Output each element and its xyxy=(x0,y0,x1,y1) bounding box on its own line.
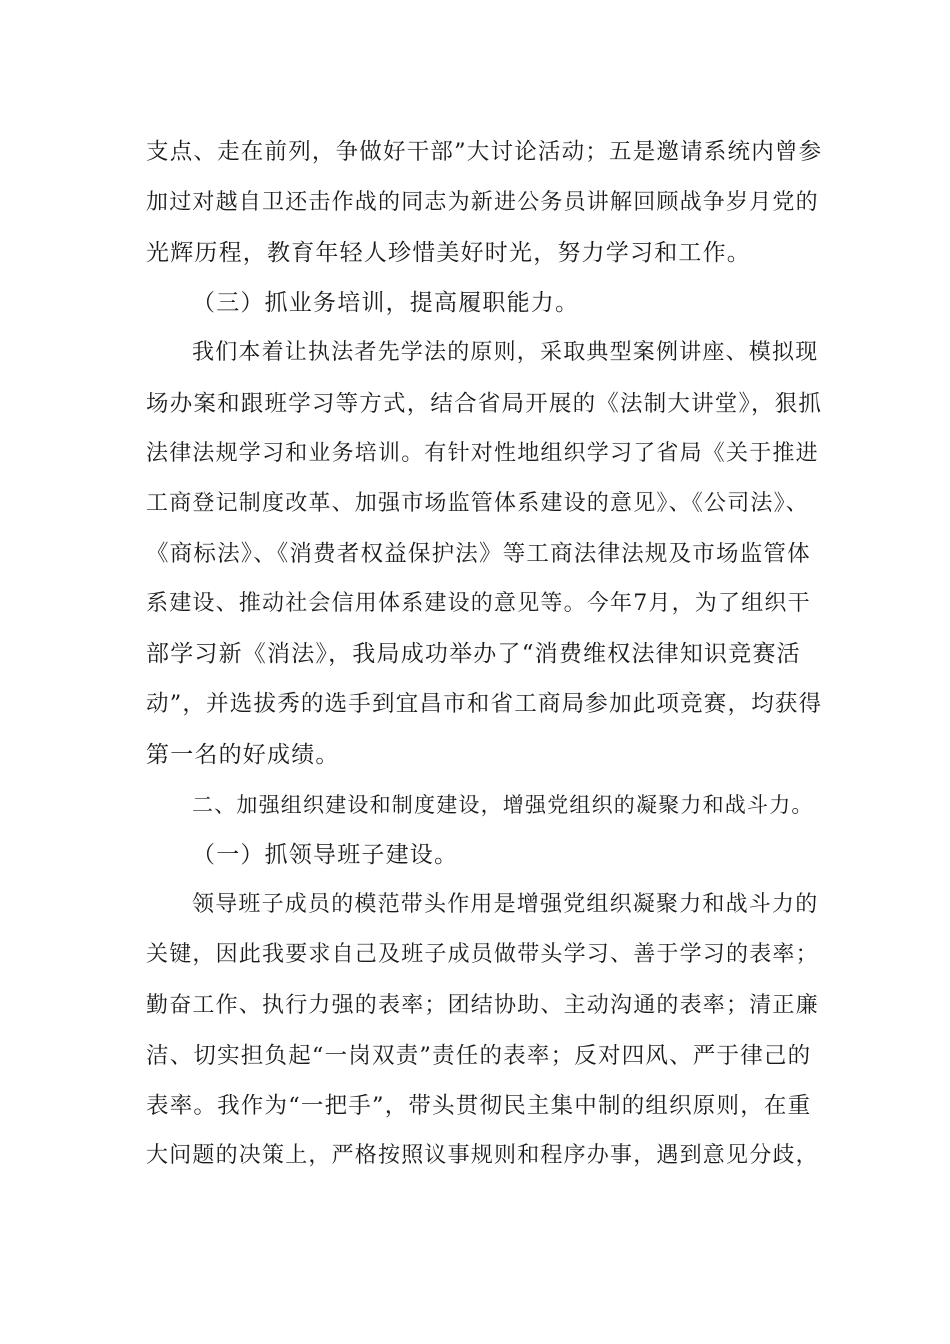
body-text-line: 我们本着让执法者先学法的原则，采取典型案例讲座、模拟现 xyxy=(192,340,819,365)
body-text-line: 法律法规学习和业务培训。有针对性地组织学习了省局《关于推进 xyxy=(146,441,819,466)
body-text-line: 领导班子成员的模范带头作用是增强党组织凝聚力和战斗力的 xyxy=(192,892,819,917)
body-text-line: 光辉历程，教育年轻人珍惜美好时光，努力学习和工作。 xyxy=(146,240,751,266)
body-text-line: 洁、切实担负起“一岗双责”责任的表率；反对四风、严于律己的 xyxy=(146,1043,812,1069)
body-text-line: 支点、走在前列，争做好干部”大讨论活动；五是邀请系统内曾参 xyxy=(146,139,823,165)
body-text-line: 加过对越自卫还击作战的同志为新进公务员讲解回顾战争岁月党的 xyxy=(146,190,819,215)
section-heading: 二、加强组织建设和制度建设，增强党组织的凝聚力和战斗力。 xyxy=(192,793,814,817)
subsection-heading: （一）抓领导班子建设。 xyxy=(192,842,459,868)
body-text-line: 场办案和跟班学习等方式，结合省局开展的《法制大讲堂》，狠抓 xyxy=(146,391,823,417)
body-text-line: 工商登记制度改革、加强市场监管体系建设的意见》、《公司法》、 xyxy=(146,491,810,516)
body-text-line: 动”，并选拔秀的选手到宜昌市和省工商局参加此项竞赛，均获得 xyxy=(146,691,823,717)
subsection-heading: （三）抓业务培训，提高履职能力。 xyxy=(192,290,580,316)
body-text-line: 系建设、推动社会信用体系建设的意见等。今年7月，为了组织干 xyxy=(146,591,811,616)
body-text-line: 部学习新《消法》，我局成功举办了“消费维权法律知识竞赛活 xyxy=(146,641,801,667)
body-text-line: 大问题的决策上，严格按照议事规则和程序办事，遇到意见分歧， xyxy=(146,1143,819,1168)
body-text-line: 关键，因此我要求自己及班子成员做带头学习、善于学习的表率； xyxy=(146,942,819,967)
body-text-line: 第一名的好成绩。 xyxy=(146,742,340,768)
body-text-line: 表率。我作为“一把手”，带头贯彻民主集中制的组织原则，在重 xyxy=(146,1093,812,1119)
body-text-line: 《商标法》、《消费者权益保护法》等工商法律法规及市场监管体 xyxy=(146,541,811,567)
body-text-line: 勤奋工作、执行力强的表率；团结协助、主动沟通的表率；清正廉 xyxy=(146,993,819,1018)
